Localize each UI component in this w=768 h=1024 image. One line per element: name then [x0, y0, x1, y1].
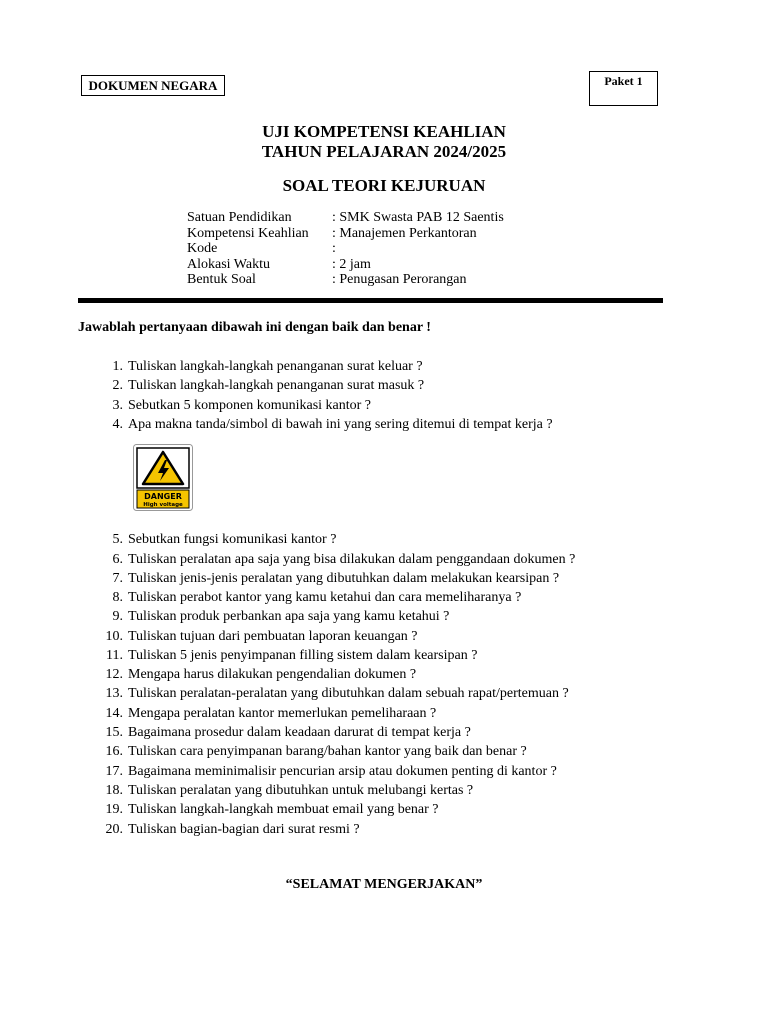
info-row-code — [187, 241, 504, 257]
info-value: : — [332, 241, 336, 257]
question-number: 5. — [112, 532, 123, 547]
question-number: 18. — [105, 783, 123, 798]
question-number: 6. — [112, 552, 123, 567]
question-number: 4. — [112, 417, 123, 432]
exam-info-table — [187, 210, 504, 288]
paket-label-box: Paket 1 — [589, 71, 658, 106]
question-number: 1. — [112, 359, 123, 374]
question-text: Tuliskan perabot kantor yang kamu ketahui dan cara memeliharanya ? — [128, 590, 522, 605]
academic-year-title: TAHUN PELAJARAN 2024/2025 — [261, 142, 507, 161]
question-text: Apa makna tanda/simbol di bawah ini yang sering ditemui di tempat kerja ? — [128, 417, 553, 432]
info-value: : SMK Swasta PAB 12 Saentis — [332, 210, 504, 225]
question-text: Tuliskan tujuan dari pembuatan laporan keuangan ? — [128, 629, 418, 644]
header-divider — [78, 298, 663, 303]
question-number: 16. — [105, 744, 123, 759]
instruction-text: Jawablah pertanyaan dibawah ini dengan baik dan benar ! — [78, 320, 431, 335]
info-row-competency — [187, 226, 504, 242]
question-text: Tuliskan langkah-langkah penanganan surat masuk ? — [128, 378, 425, 393]
info-label: Bentuk Soal — [187, 272, 256, 288]
document-classification-badge: DOKUMEN NEGARA — [81, 75, 225, 96]
question-text: Tuliskan 5 jenis penyimpanan filling sistem dalam kearsipan ? — [128, 648, 478, 663]
question-number: 9. — [112, 609, 123, 624]
question-text: Bagaimana prosedur dalam keadaan darurat di tempat kerja ? — [128, 725, 471, 740]
question-text: Mengapa harus dilakukan pengendalian dokumen ? — [128, 667, 417, 682]
question-number: 3. — [112, 398, 123, 413]
question-text: Tuliskan bagian-bagian dari surat resmi ? — [128, 822, 360, 837]
question-text: Tuliskan peralatan yang dibutuhkan untuk melubangi kertas ? — [128, 783, 474, 798]
sign-voltage-text: High voltage — [143, 502, 183, 508]
question-text: Tuliskan peralatan-peralatan yang dibutuhkan dalam sebuah rapat/pertemuan ? — [128, 686, 569, 701]
info-row-time — [187, 257, 504, 273]
info-value: : Manajemen Perkantoran — [332, 225, 477, 241]
high-voltage-danger-sign-icon — [133, 444, 193, 511]
info-label: Satuan Pendidikan — [187, 210, 292, 225]
question-text: Tuliskan peralatan apa saja yang bisa dilakukan dalam penggandaan dokumen ? — [128, 552, 576, 567]
question-number: 17. — [105, 764, 123, 779]
sign-danger-text: DANGER — [144, 492, 182, 501]
question-text: Bagaimana meminimalisir pencurian arsip atau dokumen penting di kantor ? — [128, 764, 557, 779]
info-value: : 2 jam — [332, 256, 371, 272]
question-text: Tuliskan jenis-jenis peralatan yang dibutuhkan dalam melakukan kearsipan ? — [128, 571, 560, 586]
question-number: 15. — [105, 725, 123, 740]
info-label: Kode — [187, 241, 218, 257]
question-number: 20. — [105, 822, 123, 837]
question-number: 2. — [112, 378, 123, 393]
question-text: Tuliskan langkah-langkah penanganan surat keluar ? — [128, 359, 423, 374]
info-value: : Penugasan Perorangan — [332, 272, 467, 288]
question-number: 19. — [105, 802, 123, 817]
info-row-type — [187, 272, 504, 288]
question-text: Tuliskan produk perbankan apa saja yang kamu ketahui ? — [128, 609, 450, 624]
question-number: 7. — [112, 571, 123, 586]
question-text: Mengapa peralatan kantor memerlukan pemeliharaan ? — [128, 706, 437, 721]
question-number: 11. — [106, 648, 123, 663]
exam-title: UJI KOMPETENSI KEAHLIAN — [262, 122, 506, 141]
question-text: Sebutkan fungsi komunikasi kantor ? — [128, 532, 337, 547]
question-text: Tuliskan cara penyimpanan barang/bahan kantor yang baik dan benar ? — [128, 744, 527, 759]
question-number: 13. — [105, 686, 123, 701]
question-number: 12. — [105, 667, 123, 682]
exam-subject-title: SOAL TEORI KEJURUAN — [282, 176, 486, 195]
info-row-school — [187, 210, 504, 226]
question-number: 14. — [105, 706, 123, 721]
question-text: Sebutkan 5 komponen komunikasi kantor ? — [128, 398, 372, 413]
info-label: Alokasi Waktu — [187, 256, 270, 272]
question-text: Tuliskan langkah-langkah membuat email yang benar ? — [128, 802, 439, 817]
closing-message: “SELAMAT MENGERJAKAN” — [285, 877, 483, 892]
info-label: Kompetensi Keahlian — [187, 225, 309, 241]
question-number: 10. — [105, 629, 123, 644]
question-number: 8. — [112, 590, 123, 605]
